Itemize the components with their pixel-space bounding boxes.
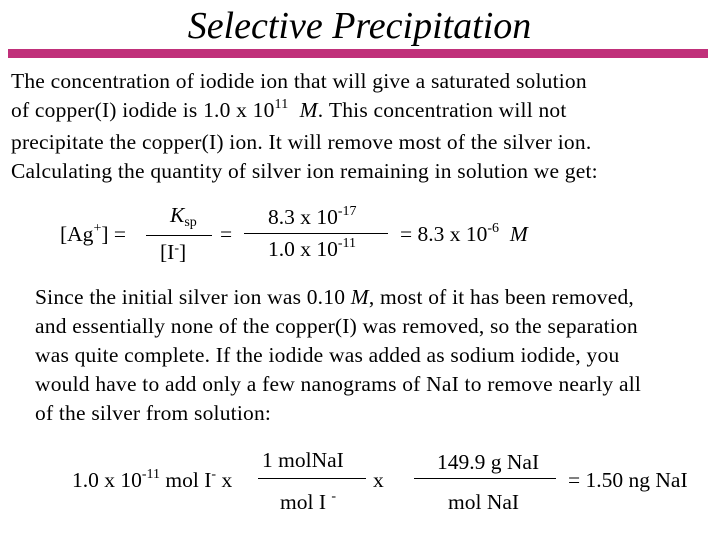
- intro-line-1: The concentration of iodide ion that will give a saturated solution: [11, 69, 587, 93]
- eq1-fraction-bar-2: [244, 233, 388, 234]
- eq1-lhs: [Ag+] =: [60, 221, 127, 246]
- title-divider: [8, 49, 708, 58]
- intro-paragraph: [11, 67, 598, 186]
- eq2-factor1-denominator: mol I -: [280, 489, 337, 514]
- eq1-equals: =: [220, 222, 233, 246]
- explanation-line-5: of the silver from solution:: [35, 401, 272, 425]
- intro-line-3: precipitate the copper(I) ion. It will remove most of the silver ion.: [11, 130, 592, 154]
- explanation-line-2: and essentially none of the copper(I) was removed, so the separation: [35, 314, 638, 338]
- slide-title: Selective Precipitation: [187, 5, 532, 47]
- eq1-numerator: 8.3 x $10^{-17}$: [268, 204, 357, 229]
- eq1-ksp: Ksp: [170, 203, 197, 230]
- explanation-line-1: Since the initial silver ion was 0.10 M, most of it has been removed,: [35, 285, 634, 309]
- intro-line-2: of copper(I) iodide is 1.0 x $10^{11}$ M. This concentration will not: [11, 97, 567, 122]
- eq1-result: = 8.3 x $10^{-6}$ M: [400, 221, 528, 246]
- eq1-iodide-denominator: [I-]: [160, 240, 187, 264]
- eq1-fraction-bar-1: [146, 235, 212, 236]
- eq2-fraction-bar-1: [258, 478, 366, 479]
- eq2-result: = 1.50 ng NaI: [568, 468, 688, 492]
- eq2-factor2-numerator: 149.9 g NaI: [437, 450, 540, 474]
- intro-line-4: Calculating the quantity of silver ion remaining in solution we get:: [11, 159, 598, 183]
- explanation-line-4: would have to add only a few nanograms of NaI to remove nearly all: [35, 372, 642, 396]
- explanation-paragraph: [35, 283, 641, 428]
- eq2-factor1-numerator: 1 molNaI: [262, 448, 344, 472]
- eq2-factor2-denominator: mol NaI: [448, 490, 520, 514]
- explanation-line-3: was quite complete. If the iodide was added as sodium iodide, you: [35, 343, 620, 367]
- eq2-times: x: [373, 468, 384, 492]
- eq2-lhs: 1.0 x $10^{-11}$ mol I- x: [72, 467, 233, 492]
- eq1-denominator: 1.0 x $10^{-11}$: [268, 236, 357, 261]
- eq2-fraction-bar-2: [414, 478, 556, 479]
